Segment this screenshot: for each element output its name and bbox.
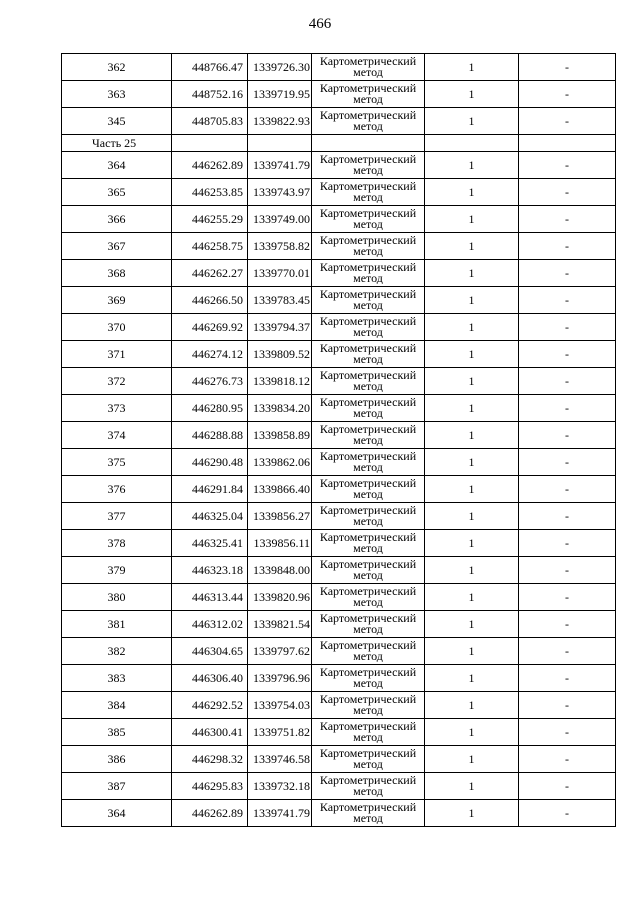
coordinate-x: 448752.16 (172, 81, 248, 108)
method-line1: Картометрический (319, 422, 417, 436)
point-number: 385 (62, 719, 172, 746)
coordinate-x: 446298.32 (172, 746, 248, 773)
accuracy: 1 (425, 395, 519, 422)
coordinate-y: 1339856.27 (248, 503, 312, 530)
method-line1: Картометрический (319, 179, 417, 193)
coordinate-x: 446313.44 (172, 584, 248, 611)
coordinate-y: 1339822.93 (248, 108, 312, 135)
method-cell (312, 692, 425, 719)
method-line2: метод (353, 732, 383, 743)
point-number: 377 (62, 503, 172, 530)
description: - (519, 449, 616, 476)
method-line1: Картометрический (319, 476, 417, 490)
method-cell (312, 476, 425, 503)
table-row (62, 638, 616, 665)
section-block (62, 135, 616, 152)
description: - (519, 206, 616, 233)
method-cell (312, 503, 425, 530)
accuracy: 1 (425, 81, 519, 108)
method-cell (312, 584, 425, 611)
description: - (519, 476, 616, 503)
method-line1: Картометрический (319, 260, 417, 274)
coordinate-x: 446312.02 (172, 611, 248, 638)
method-cell (312, 108, 425, 135)
table-row (62, 557, 616, 584)
section-row (62, 135, 616, 152)
empty-cell (425, 135, 519, 152)
table-row (62, 692, 616, 719)
method-cell (312, 341, 425, 368)
accuracy: 1 (425, 179, 519, 206)
point-number: 387 (62, 773, 172, 800)
method-cell (312, 152, 425, 179)
accuracy: 1 (425, 773, 519, 800)
point-number: 378 (62, 530, 172, 557)
method-cell (312, 557, 425, 584)
description: - (519, 395, 616, 422)
method-line2: метод (353, 408, 383, 419)
coordinate-y: 1339809.52 (248, 341, 312, 368)
accuracy: 1 (425, 233, 519, 260)
accuracy: 1 (425, 368, 519, 395)
coordinate-y: 1339726.30 (248, 54, 312, 81)
coordinate-y: 1339743.97 (248, 179, 312, 206)
method-line1: Картометрический (319, 611, 417, 625)
table-row (62, 449, 616, 476)
empty-cell (248, 135, 312, 152)
table-row (62, 287, 616, 314)
point-number: 364 (62, 800, 172, 827)
coordinate-y: 1339741.79 (248, 800, 312, 827)
description: - (519, 503, 616, 530)
table-row (62, 503, 616, 530)
point-number: 367 (62, 233, 172, 260)
coordinate-x: 446269.92 (172, 314, 248, 341)
method-line1: Картометрический (319, 152, 417, 166)
accuracy: 1 (425, 584, 519, 611)
rows-before (62, 54, 616, 135)
method-cell (312, 233, 425, 260)
table-row (62, 800, 616, 827)
coordinate-y: 1339834.20 (248, 395, 312, 422)
point-number: 375 (62, 449, 172, 476)
coordinate-x: 446288.88 (172, 422, 248, 449)
accuracy: 1 (425, 692, 519, 719)
method-line1: Картометрический (319, 449, 417, 463)
accuracy: 1 (425, 206, 519, 233)
accuracy: 1 (425, 108, 519, 135)
coordinate-y: 1339866.40 (248, 476, 312, 503)
method-cell (312, 719, 425, 746)
coordinate-x: 446306.40 (172, 665, 248, 692)
method-line1: Картометрический (319, 692, 417, 706)
point-number: 363 (62, 81, 172, 108)
method-line1: Картометрический (319, 584, 417, 598)
accuracy: 1 (425, 152, 519, 179)
method-line1: Картометрический (319, 503, 417, 517)
table-row (62, 108, 616, 135)
method-line2: метод (353, 516, 383, 527)
table-row (62, 665, 616, 692)
method-cell (312, 800, 425, 827)
table-row (62, 314, 616, 341)
coordinate-x: 446295.83 (172, 773, 248, 800)
method-line2: метод (353, 94, 383, 105)
accuracy: 1 (425, 611, 519, 638)
accuracy: 1 (425, 746, 519, 773)
point-number: 364 (62, 152, 172, 179)
point-number: 345 (62, 108, 172, 135)
coordinate-x: 446325.41 (172, 530, 248, 557)
method-line2: метод (353, 327, 383, 338)
coordinate-y: 1339770.01 (248, 260, 312, 287)
method-line1: Картометрический (319, 665, 417, 679)
table-row (62, 530, 616, 557)
method-cell (312, 368, 425, 395)
rows-after (62, 152, 616, 827)
point-number: 384 (62, 692, 172, 719)
method-line1: Картометрический (319, 108, 417, 122)
accuracy: 1 (425, 638, 519, 665)
method-line2: метод (353, 219, 383, 230)
description: - (519, 584, 616, 611)
point-number: 370 (62, 314, 172, 341)
method-cell (312, 422, 425, 449)
coordinate-y: 1339820.96 (248, 584, 312, 611)
method-line1: Картометрический (319, 341, 417, 355)
method-line2: метод (353, 651, 383, 662)
coordinate-x: 446300.41 (172, 719, 248, 746)
table-row (62, 584, 616, 611)
accuracy: 1 (425, 719, 519, 746)
table-row (62, 341, 616, 368)
coordinate-x: 448705.83 (172, 108, 248, 135)
description: - (519, 287, 616, 314)
point-number: 366 (62, 206, 172, 233)
method-line2: метод (353, 597, 383, 608)
coordinates-table (61, 53, 616, 827)
coordinate-x: 446304.65 (172, 638, 248, 665)
coordinate-x: 448766.47 (172, 54, 248, 81)
method-line1: Картометрический (319, 638, 417, 652)
method-cell (312, 54, 425, 81)
coordinate-y: 1339732.18 (248, 773, 312, 800)
coordinate-y: 1339783.45 (248, 287, 312, 314)
point-number: 373 (62, 395, 172, 422)
coordinate-y: 1339856.11 (248, 530, 312, 557)
method-line1: Картометрический (319, 206, 417, 220)
coordinate-y: 1339796.96 (248, 665, 312, 692)
table-row (62, 233, 616, 260)
coordinate-y: 1339746.58 (248, 746, 312, 773)
description: - (519, 692, 616, 719)
coordinate-y: 1339821.54 (248, 611, 312, 638)
method-line1: Картометрический (319, 81, 417, 95)
method-line1: Картометрический (319, 746, 417, 760)
coordinate-y: 1339741.79 (248, 152, 312, 179)
coordinate-x: 446258.75 (172, 233, 248, 260)
table-row (62, 611, 616, 638)
table-row (62, 152, 616, 179)
table-row (62, 179, 616, 206)
coordinate-x: 446274.12 (172, 341, 248, 368)
coordinate-y: 1339758.82 (248, 233, 312, 260)
method-cell (312, 260, 425, 287)
coordinate-y: 1339754.03 (248, 692, 312, 719)
point-number: 369 (62, 287, 172, 314)
description: - (519, 368, 616, 395)
description: - (519, 233, 616, 260)
coordinate-x: 446262.27 (172, 260, 248, 287)
description: - (519, 422, 616, 449)
accuracy: 1 (425, 287, 519, 314)
point-number: 372 (62, 368, 172, 395)
method-cell (312, 773, 425, 800)
accuracy: 1 (425, 665, 519, 692)
method-line2: метод (353, 624, 383, 635)
method-line1: Картометрический (319, 557, 417, 571)
coordinate-y: 1339719.95 (248, 81, 312, 108)
coordinate-y: 1339794.37 (248, 314, 312, 341)
accuracy: 1 (425, 800, 519, 827)
description: - (519, 314, 616, 341)
method-line2: метод (353, 67, 383, 78)
method-cell (312, 638, 425, 665)
method-line2: метод (353, 121, 383, 132)
description: - (519, 530, 616, 557)
method-line2: метод (353, 381, 383, 392)
point-number: 381 (62, 611, 172, 638)
description: - (519, 665, 616, 692)
method-line1: Картометрический (319, 773, 417, 787)
method-line2: метод (353, 678, 383, 689)
coordinate-y: 1339749.00 (248, 206, 312, 233)
point-number: 371 (62, 341, 172, 368)
method-line2: метод (353, 786, 383, 797)
method-line2: метод (353, 462, 383, 473)
method-cell (312, 530, 425, 557)
coordinate-x: 446291.84 (172, 476, 248, 503)
method-cell (312, 611, 425, 638)
coordinate-x: 446266.50 (172, 287, 248, 314)
method-line1: Картометрический (319, 530, 417, 544)
description: - (519, 557, 616, 584)
coordinate-x: 446276.73 (172, 368, 248, 395)
description: - (519, 611, 616, 638)
method-cell (312, 395, 425, 422)
table-row (62, 476, 616, 503)
accuracy: 1 (425, 530, 519, 557)
table-row (62, 81, 616, 108)
point-number: 383 (62, 665, 172, 692)
method-line2: метод (353, 489, 383, 500)
table-row (62, 422, 616, 449)
method-cell (312, 746, 425, 773)
coordinate-x: 446255.29 (172, 206, 248, 233)
method-line2: метод (353, 813, 383, 824)
method-line2: метод (353, 705, 383, 716)
accuracy: 1 (425, 449, 519, 476)
description: - (519, 746, 616, 773)
method-line1: Картометрический (319, 54, 417, 68)
coordinate-y: 1339818.12 (248, 368, 312, 395)
point-number: 379 (62, 557, 172, 584)
point-number: 374 (62, 422, 172, 449)
table-row (62, 773, 616, 800)
table-row (62, 368, 616, 395)
method-cell (312, 314, 425, 341)
accuracy: 1 (425, 422, 519, 449)
coordinate-y: 1339848.00 (248, 557, 312, 584)
section-label: Часть 25 (62, 135, 172, 152)
method-line2: метод (353, 246, 383, 257)
method-line2: метод (353, 300, 383, 311)
accuracy: 1 (425, 503, 519, 530)
empty-cell (519, 135, 616, 152)
empty-cell (312, 135, 425, 152)
point-number: 386 (62, 746, 172, 773)
coordinate-x: 446262.89 (172, 152, 248, 179)
method-line1: Картометрический (319, 314, 417, 328)
point-number: 365 (62, 179, 172, 206)
coordinate-y: 1339858.89 (248, 422, 312, 449)
method-line1: Картометрический (319, 233, 417, 247)
method-cell (312, 665, 425, 692)
description: - (519, 638, 616, 665)
method-line2: метод (353, 570, 383, 581)
description: - (519, 341, 616, 368)
accuracy: 1 (425, 260, 519, 287)
coordinate-x: 446290.48 (172, 449, 248, 476)
coordinate-y: 1339751.82 (248, 719, 312, 746)
accuracy: 1 (425, 54, 519, 81)
method-line2: метод (353, 354, 383, 365)
method-cell (312, 287, 425, 314)
accuracy: 1 (425, 476, 519, 503)
method-line1: Картометрический (319, 395, 417, 409)
description: - (519, 800, 616, 827)
coordinate-x: 446323.18 (172, 557, 248, 584)
method-line2: метод (353, 273, 383, 284)
description: - (519, 773, 616, 800)
coordinate-x: 446325.04 (172, 503, 248, 530)
method-line2: метод (353, 165, 383, 176)
method-line2: метод (353, 759, 383, 770)
table-row (62, 260, 616, 287)
coordinate-x: 446280.95 (172, 395, 248, 422)
method-line2: метод (353, 192, 383, 203)
point-number: 368 (62, 260, 172, 287)
description: - (519, 260, 616, 287)
accuracy: 1 (425, 314, 519, 341)
coordinate-x: 446253.85 (172, 179, 248, 206)
table-row (62, 719, 616, 746)
method-line1: Картометрический (319, 368, 417, 382)
method-cell (312, 206, 425, 233)
method-line1: Картометрический (319, 287, 417, 301)
page-number: 466 (308, 16, 332, 32)
table-row (62, 54, 616, 81)
coordinate-y: 1339797.62 (248, 638, 312, 665)
description: - (519, 54, 616, 81)
method-cell (312, 179, 425, 206)
accuracy: 1 (425, 557, 519, 584)
point-number: 380 (62, 584, 172, 611)
method-cell (312, 449, 425, 476)
coordinate-x: 446262.89 (172, 800, 248, 827)
method-line1: Картометрический (319, 800, 417, 814)
method-line2: метод (353, 435, 383, 446)
table-row (62, 746, 616, 773)
description: - (519, 152, 616, 179)
method-line2: метод (353, 543, 383, 554)
method-cell (312, 81, 425, 108)
table-row (62, 395, 616, 422)
description: - (519, 179, 616, 206)
coordinate-y: 1339862.06 (248, 449, 312, 476)
table-row (62, 206, 616, 233)
point-number: 376 (62, 476, 172, 503)
method-line1: Картометрический (319, 719, 417, 733)
point-number: 382 (62, 638, 172, 665)
description: - (519, 81, 616, 108)
description: - (519, 108, 616, 135)
description: - (519, 719, 616, 746)
point-number: 362 (62, 54, 172, 81)
coordinate-x: 446292.52 (172, 692, 248, 719)
empty-cell (172, 135, 248, 152)
accuracy: 1 (425, 341, 519, 368)
